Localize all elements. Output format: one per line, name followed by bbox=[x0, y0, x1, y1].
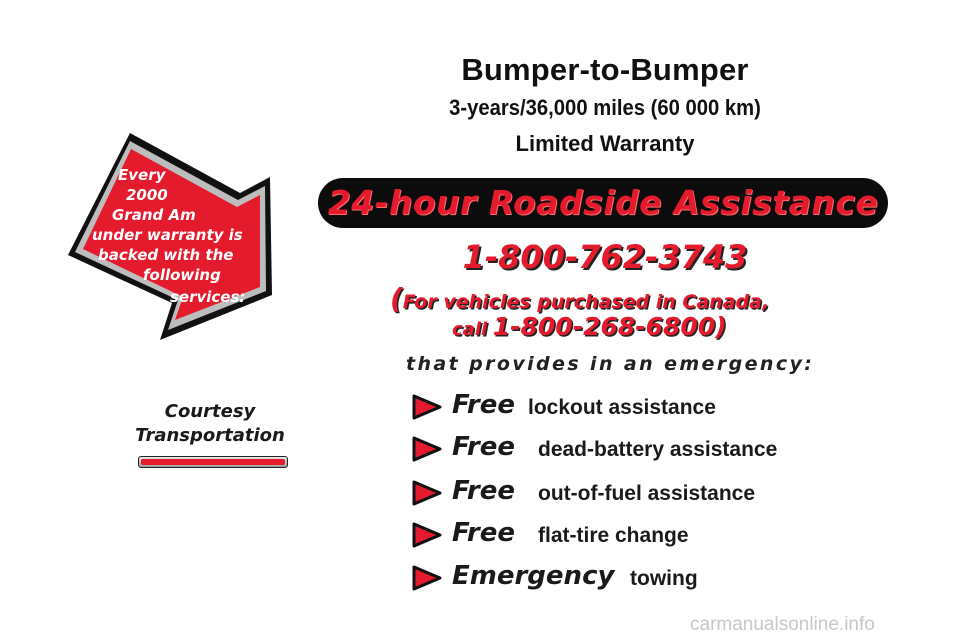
service-lead: Free bbox=[452, 518, 515, 548]
service-item bbox=[412, 432, 832, 468]
badge-line-warranty: under warranty is bbox=[92, 226, 243, 244]
service-item bbox=[412, 476, 832, 512]
canada-open-paren: ( bbox=[390, 282, 403, 315]
service-item bbox=[412, 561, 832, 597]
canada-call-word: call bbox=[452, 319, 488, 340]
service-desc: towing bbox=[630, 567, 698, 590]
arrow-badge-text bbox=[40, 125, 285, 350]
page-title: Bumper-to-Bumper bbox=[461, 52, 749, 87]
courtesy-line1: Courtesy bbox=[164, 401, 256, 422]
triangle-bullet-icon bbox=[412, 436, 442, 462]
triangle-bullet-icon bbox=[412, 394, 442, 420]
badge-line-following: following bbox=[143, 266, 221, 284]
triangle-bullet-icon bbox=[412, 480, 442, 506]
service-item bbox=[412, 390, 832, 426]
provides-intro: that provides in an emergency: bbox=[406, 353, 815, 375]
warranty-subtitle: Limited Warranty bbox=[515, 131, 695, 156]
courtesy-bar bbox=[138, 456, 288, 468]
badge-line-year: 2000 bbox=[126, 186, 168, 204]
canada-note-line2 bbox=[452, 312, 832, 341]
canada-text: For vehicles purchased in Canada, bbox=[402, 291, 770, 313]
triangle-bullet-icon bbox=[412, 565, 442, 591]
courtesy-transportation-label bbox=[120, 400, 300, 448]
roadside-banner-title: 24-hour Roadside Assistance bbox=[327, 183, 879, 222]
canada-note-line1 bbox=[390, 282, 850, 315]
service-desc: out-of-fuel assistance bbox=[538, 482, 756, 505]
service-lead: Free bbox=[452, 476, 515, 506]
courtesy-bar-fill bbox=[141, 459, 285, 465]
coverage-text: 3-years/36,000 miles (60 000 km) bbox=[449, 95, 761, 120]
service-item bbox=[412, 518, 832, 554]
service-desc: lockout assistance bbox=[528, 396, 716, 419]
service-desc: dead-battery assistance bbox=[538, 438, 778, 461]
service-desc: flat-tire change bbox=[538, 524, 689, 547]
badge-line-model: Grand Am bbox=[112, 206, 196, 224]
canada-phone-number: 1-800-268-6800) bbox=[492, 312, 727, 341]
badge-line-services: services: bbox=[170, 288, 246, 306]
service-lead: Emergency bbox=[452, 561, 615, 591]
watermark: carmanualsonline.info bbox=[690, 614, 875, 635]
triangle-bullet-icon bbox=[412, 522, 442, 548]
badge-line-backed: backed with the bbox=[98, 246, 234, 264]
badge-line-every: Every bbox=[118, 166, 166, 184]
courtesy-line2: Transportation bbox=[135, 425, 285, 446]
roadside-phone-number: 1-800-762-3743 bbox=[462, 238, 748, 276]
service-lead: Free bbox=[452, 390, 515, 420]
service-lead: Free bbox=[452, 432, 515, 462]
